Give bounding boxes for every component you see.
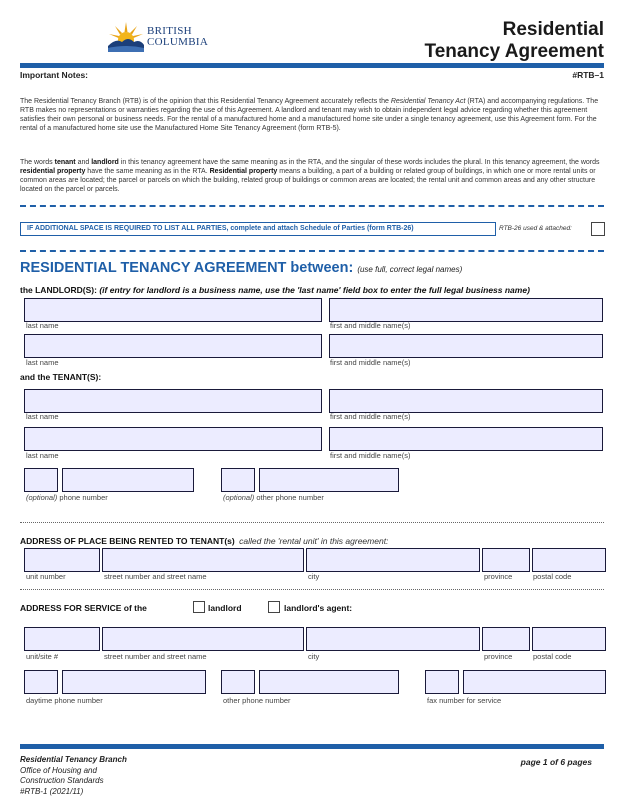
title-line-2: Tenancy Agreement xyxy=(424,41,604,62)
caption-street: street number and street name xyxy=(104,652,207,661)
landlord-heading: the LANDLORD(S): (if entry for landlord is a business name, use the 'last name' field box to enter the full legal business name) xyxy=(20,285,530,295)
caption-unit-number: unit number xyxy=(26,572,66,581)
intro-paragraph-1: The Residential Tenancy Branch (RTB) is of the opinion that this Residential Tenancy Agreement accurately reflects the Residential Tenancy Act (RTA) and accompanying regulations. The RTB makes no representations or warranties regarding the use of this Agreement. A landlord and tenant may wish to obtain independent legal advice regarding whether this agreement satisfies their own personal or business needs. For the rental of a manufactured home and a manufactured home site under a single tenancy agreement, use this Agreement form. For the rental of a manufactured home site use the Manufactured Home Site Tenancy Agreement (form RTB-5). xyxy=(20,98,599,132)
rental-unit-number-input[interactable] xyxy=(24,548,100,572)
caption-street: street number and street name xyxy=(104,572,207,581)
footer-branch-info xyxy=(20,755,127,797)
landlord-hint: (if entry for landlord is a business name, use the 'last name' field box to enter the full legal business name) xyxy=(99,285,530,295)
caption-last-name: last name xyxy=(26,451,59,460)
logo-wordmark xyxy=(147,26,208,48)
dashed-divider xyxy=(20,205,604,207)
landlord-2-first-name-input[interactable] xyxy=(329,334,603,358)
service-other-phone-area-code-input[interactable] xyxy=(221,670,255,694)
footer-form-code: #RTB-1 (2021/11) xyxy=(20,786,84,796)
caption-city: city xyxy=(308,652,320,661)
caption-province: province xyxy=(484,652,513,661)
service-city-input[interactable] xyxy=(306,627,480,651)
other-phone-number-input[interactable] xyxy=(259,468,399,492)
schedule-attached-label: RTB-26 used & attached: xyxy=(499,225,572,232)
caption-last-name: last name xyxy=(26,412,59,421)
title-line-1: Residential xyxy=(502,19,604,40)
service-province-input[interactable] xyxy=(482,627,530,651)
footer-office-line-2: Construction Standards xyxy=(20,776,104,785)
rental-postal-code-input[interactable] xyxy=(532,548,606,572)
notes-label: Important Notes: xyxy=(20,70,88,80)
caption-city: city xyxy=(308,572,320,581)
service-landlord-label: landlord xyxy=(208,603,242,613)
rental-address-hint: called the 'rental unit' in this agreement: xyxy=(239,536,389,546)
fax-area-code-input[interactable] xyxy=(425,670,459,694)
caption-other-phone: other phone number xyxy=(223,696,291,705)
footer-branch: Residential Tenancy Branch xyxy=(20,755,127,764)
agreement-subtitle: (use full, correct legal names) xyxy=(357,265,463,274)
form-code: #RTB–1 xyxy=(572,70,604,80)
logo-line-2: COLUMBIA xyxy=(147,36,209,48)
rental-province-input[interactable] xyxy=(482,548,530,572)
fax-number-input[interactable] xyxy=(463,670,606,694)
agreement-heading: RESIDENTIAL TENANCY AGREEMENT between: (use full, correct legal names) xyxy=(20,260,463,276)
caption-daytime-phone: daytime phone number xyxy=(26,696,103,705)
caption-first-name: first and middle name(s) xyxy=(330,321,411,330)
bc-logo-icon xyxy=(106,18,146,52)
dotted-divider xyxy=(20,589,604,590)
rtb26-attached-checkbox[interactable] xyxy=(591,222,605,236)
rental-city-input[interactable] xyxy=(306,548,480,572)
caption-phone-number: (optional) phone number xyxy=(26,493,108,502)
service-address-heading: ADDRESS FOR SERVICE of the xyxy=(20,603,147,613)
service-landlord-checkbox[interactable] xyxy=(193,601,205,613)
landlord-2-last-name-input[interactable] xyxy=(24,334,322,358)
tenant-1-last-name-input[interactable] xyxy=(24,389,322,413)
caption-last-name: last name xyxy=(26,321,59,330)
header-divider xyxy=(20,63,604,68)
rental-street-input[interactable] xyxy=(102,548,304,572)
tenant-heading: and the TENANT(S): xyxy=(20,372,102,382)
caption-unit-site: unit/site # xyxy=(26,652,59,661)
dotted-divider xyxy=(20,522,604,523)
caption-province: province xyxy=(484,572,513,581)
caption-last-name: last name xyxy=(26,358,59,367)
service-agent-checkbox[interactable] xyxy=(268,601,280,613)
footer-divider xyxy=(20,744,604,749)
daytime-phone-number-input[interactable] xyxy=(62,670,206,694)
landlord-1-first-name-input[interactable] xyxy=(329,298,603,322)
phone-area-code-input[interactable] xyxy=(24,468,58,492)
service-postal-code-input[interactable] xyxy=(532,627,606,651)
phone-number-input[interactable] xyxy=(62,468,194,492)
logo-line-1: BRITISH xyxy=(147,25,192,37)
caption-first-name: first and middle name(s) xyxy=(330,412,411,421)
service-other-phone-number-input[interactable] xyxy=(259,670,399,694)
caption-first-name: first and middle name(s) xyxy=(330,451,411,460)
page-number: page 1 of 6 pages xyxy=(520,757,592,767)
other-phone-area-code-input[interactable] xyxy=(221,468,255,492)
footer-office-line-1: Office of Housing and xyxy=(20,765,97,775)
service-street-input[interactable] xyxy=(102,627,304,651)
tenant-2-last-name-input[interactable] xyxy=(24,427,322,451)
intro-paragraph-2: The words tenant and landlord in this tenancy agreement have the same meaning as in the RTA, and the singular of these words includes the plural. In this tenancy agreement, the words residential property have the same meaning as in the RTA. Residential property means a building, a part of a building or related group of buildings, in which one or more rental units or common areas are located; the parcel or parcels on which the building, related group of buildings or common areas are located; the rental unit and common areas and any other structure located on the parcel or parcels. xyxy=(20,159,600,193)
rental-address-heading: ADDRESS OF PLACE BEING RENTED TO TENANT(s) called the 'rental unit' in this agreement: xyxy=(20,536,389,546)
page-title xyxy=(425,19,605,63)
service-unit-site-input[interactable] xyxy=(24,627,100,651)
caption-other-phone-number: (optional) other phone number xyxy=(223,493,324,502)
tenant-1-first-name-input[interactable] xyxy=(329,389,603,413)
landlord-1-last-name-input[interactable] xyxy=(24,298,322,322)
schedule-notice: IF ADDITIONAL SPACE IS REQUIRED TO LIST ALL PARTIES, complete and attach Schedule of Parties (form RTB-26) xyxy=(20,222,496,236)
caption-fax: fax number for service xyxy=(427,696,502,705)
service-agent-label: landlord's agent: xyxy=(284,603,353,613)
daytime-phone-area-code-input[interactable] xyxy=(24,670,58,694)
dashed-divider xyxy=(20,250,604,252)
caption-postal-code: postal code xyxy=(533,652,572,661)
tenant-2-first-name-input[interactable] xyxy=(329,427,603,451)
caption-postal-code: postal code xyxy=(533,572,572,581)
caption-first-name: first and middle name(s) xyxy=(330,358,411,367)
